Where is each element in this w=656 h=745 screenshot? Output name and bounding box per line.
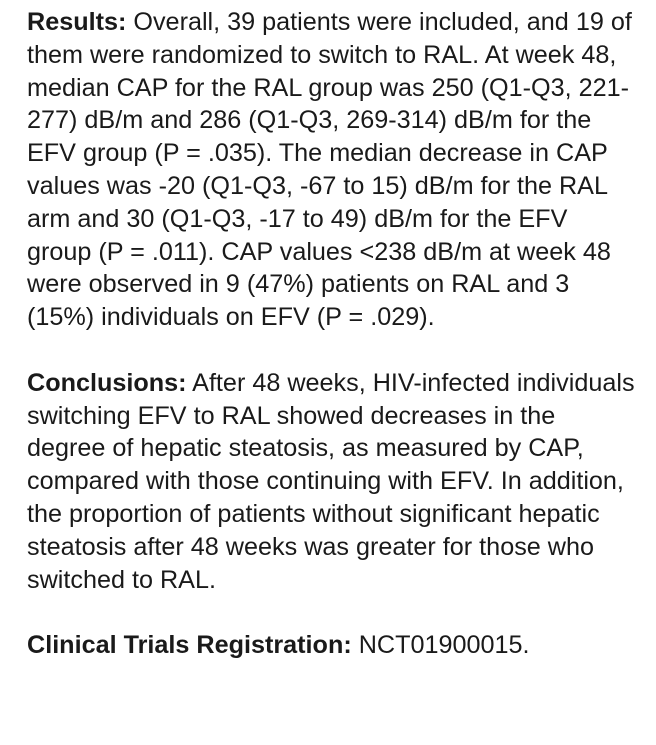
results-text: Overall, 39 patients were included, and 19 of them were randomized to switch to RAL. At week 48, median CAP for the RAL group was 250 (Q1-Q3, 221-277) dB/m and 286 (Q1-Q3, 269-314) dB/m for the EFV group (P = .035). The median decrease in CAP values was -20 (Q1-Q3, -67 to 15) dB/m for the RAL arm and 30 (Q1-Q3, -17 to 49) dB/m for the EFV group (P = .011). CAP values <238 dB/m at week 48 were observed in 9 (47%) patients on RAL and 3 (15%) individuals on EFV (P = .029). xyxy=(27,8,632,332)
registration-label: Clinical Trials Registration: xyxy=(27,631,352,660)
conclusions-text: After 48 weeks, HIV-infected individuals switching EFV to RAL showed decreases in the degree of hepatic steatosis, as measured by CAP, compared with those continuing with EFV. In addition, the proportion of patients without significant hepatic steatosis after 48 weeks was greater for those who switched to RAL. xyxy=(27,368,635,594)
results-label: Results: xyxy=(27,8,127,36)
conclusions-paragraph xyxy=(27,367,636,597)
registration-paragraph xyxy=(27,629,636,662)
conclusions-label: Conclusions: xyxy=(27,368,187,397)
results-paragraph xyxy=(27,6,636,334)
registration-text: NCT01900015. xyxy=(351,631,530,660)
